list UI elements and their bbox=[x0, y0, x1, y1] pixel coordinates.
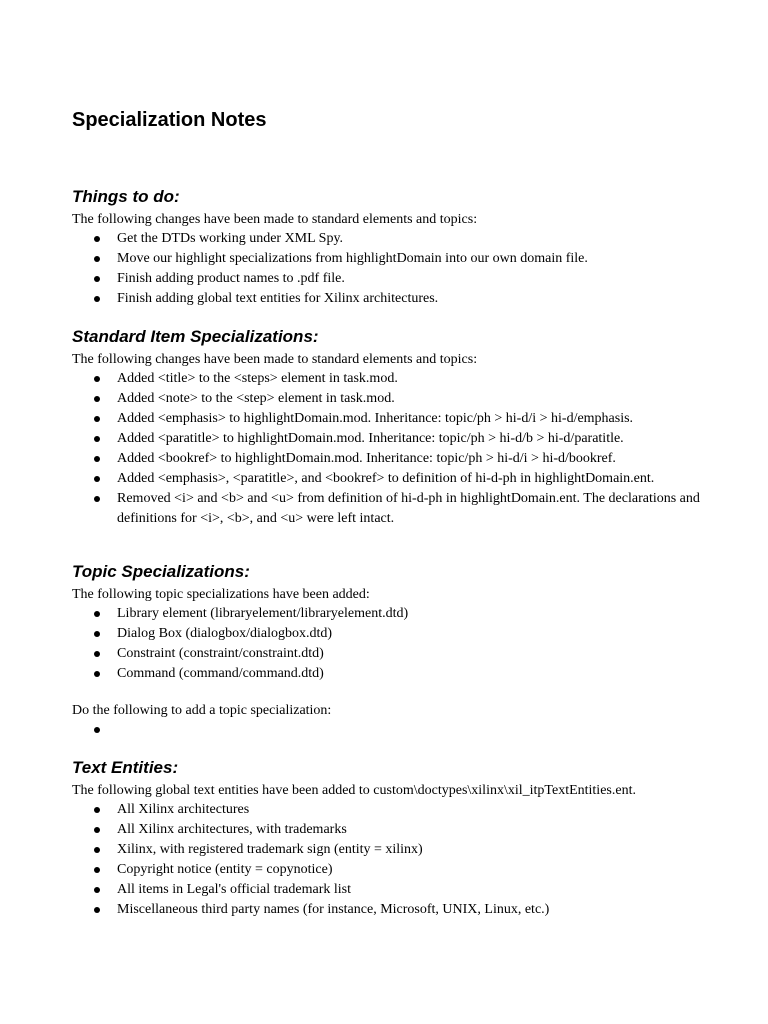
list-item: Constraint (constraint/constraint.dtd) bbox=[72, 644, 722, 664]
bullet-icon bbox=[94, 256, 100, 262]
bullet-icon bbox=[94, 671, 100, 677]
section-heading-topic-specializations: Topic Specializations: bbox=[72, 562, 250, 581]
list-item: Finish adding product names to .pdf file. bbox=[72, 269, 722, 289]
bullet-icon bbox=[94, 611, 100, 617]
list-item: Library element (libraryelement/libraryelement.dtd) bbox=[72, 604, 722, 624]
bullet-icon bbox=[94, 907, 100, 913]
section-text-entities bbox=[72, 757, 722, 920]
list-item: All Xilinx architectures bbox=[72, 800, 722, 820]
bullet-icon bbox=[94, 476, 100, 482]
section-heading-standard-item-specializations: Standard Item Specializations: bbox=[72, 327, 319, 346]
list-item: All items in Legal's official trademark list bbox=[72, 880, 722, 900]
list-item: Added <paratitle> to highlightDomain.mod. Inheritance: topic/ph > hi-d/b > hi-d/paratitle. bbox=[72, 429, 722, 449]
bullet-icon bbox=[94, 296, 100, 302]
section-standard-item-specializations bbox=[72, 326, 722, 529]
howto-paragraph: Do the following to add a topic specialization: bbox=[72, 703, 332, 718]
bullet-icon bbox=[94, 887, 100, 893]
list-item: Added <emphasis>, <paratitle>, and <bookref> to definition of hi-d-ph in highlightDomain.ent. bbox=[72, 469, 722, 489]
bullet-icon bbox=[94, 496, 100, 502]
bullet-icon bbox=[94, 276, 100, 282]
list-item: Added <emphasis> to highlightDomain.mod. Inheritance: topic/ph > hi-d/i > hi-d/emphasis. bbox=[72, 409, 722, 429]
section-things-to-do bbox=[72, 186, 722, 309]
section-topic-specializations bbox=[72, 561, 722, 740]
list-item: Command (command/command.dtd) bbox=[72, 664, 722, 684]
bullet-icon bbox=[94, 236, 100, 242]
bullet-icon bbox=[94, 827, 100, 833]
section-intro: The following changes have been made to standard elements and topics: bbox=[72, 212, 478, 227]
section-intro: The following topic specializations have been added: bbox=[72, 587, 370, 602]
section-heading-text-entities: Text Entities: bbox=[72, 758, 179, 777]
list-item: Added <note> to the <step> element in task.mod. bbox=[72, 389, 722, 409]
text-entities-list bbox=[72, 800, 722, 920]
list-item: Added <title> to the <steps> element in task.mod. bbox=[72, 369, 722, 389]
list-item: Added <bookref> to highlightDomain.mod. Inheritance: topic/ph > hi-d/i > hi-d/bookref. bbox=[72, 449, 722, 469]
list-item: Copyright notice (entity = copynotice) bbox=[72, 860, 722, 880]
list-item: Finish adding global text entities for Xilinx architectures. bbox=[72, 289, 722, 309]
bullet-icon bbox=[94, 727, 100, 733]
bullet-icon bbox=[94, 807, 100, 813]
bullet-icon bbox=[94, 651, 100, 657]
section-heading-things-to-do: Things to do: bbox=[72, 187, 180, 206]
bullet-icon bbox=[94, 416, 100, 422]
list-item: Removed <i> and <b> and <u> from definition of hi-d-ph in highlightDomain.ent. The declarations and definitions for <i>, <b>, and <u> were left intact. bbox=[72, 489, 722, 529]
bullet-icon bbox=[94, 847, 100, 853]
list-item: Get the DTDs working under XML Spy. bbox=[72, 229, 722, 249]
bullet-icon bbox=[94, 631, 100, 637]
bullet-icon bbox=[94, 867, 100, 873]
list-item: Dialog Box (dialogbox/dialogbox.dtd) bbox=[72, 624, 722, 644]
list-item bbox=[72, 720, 722, 740]
section-intro: The following changes have been made to standard elements and topics: bbox=[72, 352, 478, 367]
list-item: All Xilinx architectures, with trademarks bbox=[72, 820, 722, 840]
bullet-icon bbox=[94, 456, 100, 462]
topic-specializations-list bbox=[72, 604, 722, 684]
section-intro: The following global text entities have been added to custom\doctypes\xilinx\xil_itpTextEntities.ent. bbox=[72, 783, 636, 798]
bullet-icon bbox=[94, 436, 100, 442]
bullet-icon bbox=[94, 376, 100, 382]
list-item: Move our highlight specializations from highlightDomain into our own domain file. bbox=[72, 249, 722, 269]
standard-specializations-list bbox=[72, 369, 722, 529]
howto-list bbox=[72, 720, 722, 740]
bullet-icon bbox=[94, 396, 100, 402]
document-title: Specialization Notes bbox=[72, 109, 267, 131]
list-item: Xilinx, with registered trademark sign (entity = xilinx) bbox=[72, 840, 722, 860]
todo-list bbox=[72, 229, 722, 309]
list-item: Miscellaneous third party names (for instance, Microsoft, UNIX, Linux, etc.) bbox=[72, 900, 722, 920]
